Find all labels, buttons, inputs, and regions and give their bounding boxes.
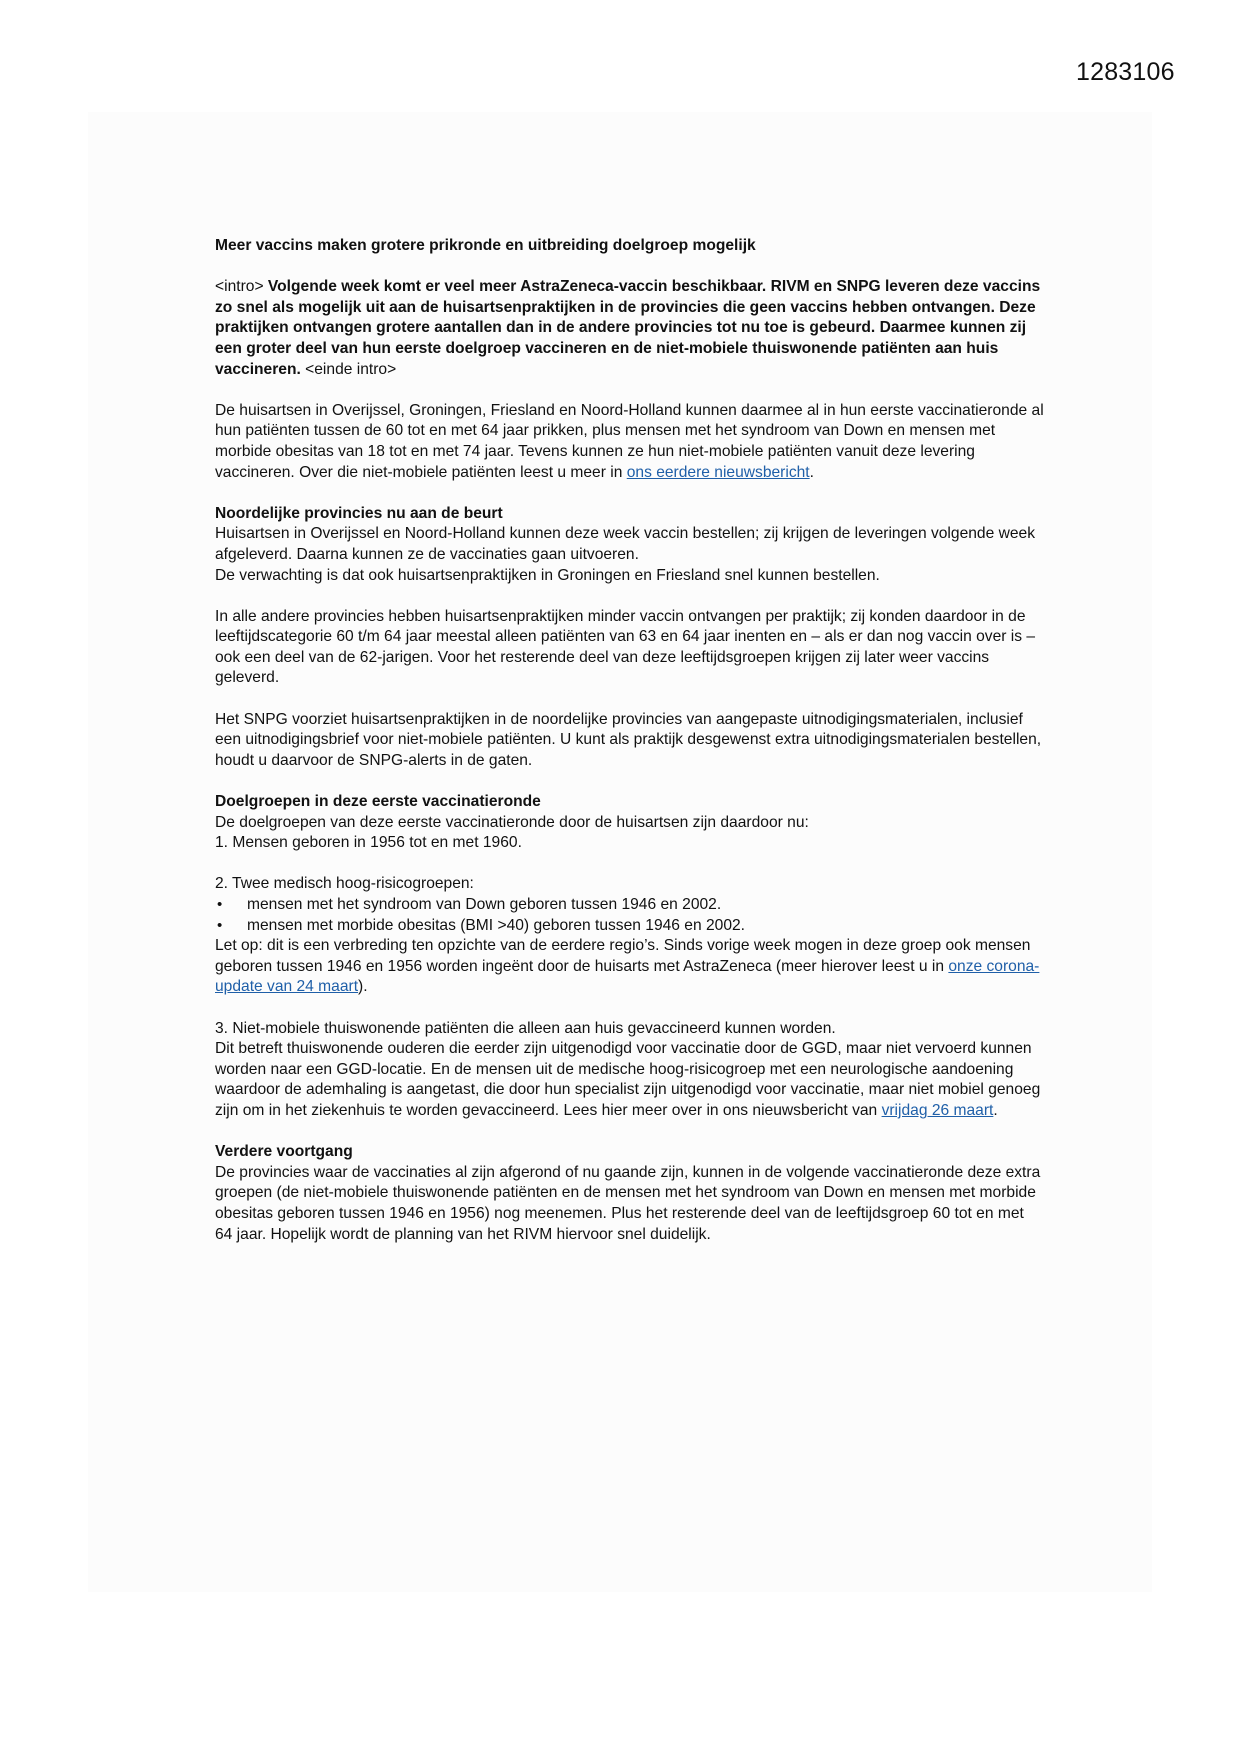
intro-open-tag: <intro> xyxy=(215,278,264,296)
list-item-3: 3. Niet-mobiele thuiswonende patiënten die alleen aan huis gevaccineerd kunnen worden. xyxy=(215,1019,836,1037)
punctuation: . xyxy=(993,1101,998,1119)
link-corona-update-24-maart[interactable]: onze corona-update van 24 maart xyxy=(215,957,1040,996)
list-item-1: 1. Mensen geboren in 1956 tot en met 1960. xyxy=(215,834,522,852)
punctuation: . xyxy=(809,463,814,481)
document-title: Meer vaccins maken grotere prikronde en uitbreiding doelgroep mogelijk xyxy=(215,237,756,254)
punctuation: ). xyxy=(358,978,368,996)
paragraph-andere-provincies: In alle andere provincies hebben huisartsenpraktijken minder vaccin ontvangen per praktijk; zij konden daardoor in de leeftijdscategorie 60 t/m 64 jaar meestal alleen patiënten van 63 en 64 jaar inenten en – als er dan nog vaccin over is – ook een deel van de 62-jarigen. Voor het resterende deel van deze leeftijdsgroepen krijgen zij later weer vaccins geleverd. xyxy=(215,607,1036,687)
paragraph-text: Dit betreft thuiswonende ouderen die eerder zijn uitgenodigd voor vaccinatie door de GGD, maar niet vervoerd kunnen worden naar een GGD-locatie. En de mensen uit de medische hoog-risicogroep met een neurologische aandoening waardoor de ademhaling is aangetast, die door hun specialist zijn uitgenodigd voor vaccinatie, maar niet mobiel genoeg zijn om in het ziekenhuis te worden gevaccineerd. Lees hier meer over in ons nieuwsbericht van xyxy=(215,1040,1041,1119)
bullet-item: • mensen met het syndroom van Down geboren tussen 1946 en 2002. xyxy=(215,895,1045,916)
heading-noordelijke-provincies: Noordelijke provincies nu aan de beurt xyxy=(215,504,503,522)
paragraph-let-op xyxy=(215,936,1045,998)
intro-close-tag: <einde intro> xyxy=(305,360,397,378)
link-eerdere-nieuwsbericht[interactable]: ons eerdere nieuwsbericht xyxy=(626,463,810,481)
paragraph-huisartsen xyxy=(215,401,1045,483)
bullet-list xyxy=(215,895,1045,936)
paragraph-verwachting: De verwachting is dat ook huisartsenpraktijken in Groningen en Friesland snel kunnen bestellen. xyxy=(215,566,880,584)
link-vrijdag-26-maart[interactable]: vrijdag 26 maart xyxy=(881,1101,994,1119)
paragraph-text: Let op: dit is een verbreding ten opzichte van de eerdere regio’s. Sinds vorige week mogen in deze groep ook mensen geboren tussen 1946 en 1956 worden ingeënt door de huisarts met AstraZeneca (meer hierover leest u in xyxy=(215,937,1031,975)
bullet-item: • mensen met morbide obesitas (BMI >40) geboren tussen 1946 en 2002. xyxy=(215,916,1045,937)
intro-paragraph xyxy=(215,277,1045,380)
paragraph-niet-mobiel xyxy=(215,1039,1045,1121)
paragraph-snpg: Het SNPG voorziet huisartsenpraktijken in de noordelijke provincies van aangepaste uitnodigingsmaterialen, inclusief een uitnodigingsbrief voor niet-mobiele patiënten. U kunt als praktijk desgewenst extra uitnodigingsmaterialen bestellen, houdt u daarvoor de SNPG-alerts in de gaten. xyxy=(215,710,1042,769)
intro-text: Volgende week komt er veel meer AstraZeneca-vaccin beschikbaar. RIVM en SNPG leveren deze vaccins zo snel als mogelijk uit aan de huisartsenpraktijken in de provincies die geen vaccins hebben ontvangen. Deze praktijken ontvangen grotere aantallen dan in de andere provincies tot nu toe is gebeurd. Daarmee kunnen zij een groter deel van hun eerste doelgroep vaccineren en de niet-mobiele thuiswonende patiënten aan huis vaccineren. xyxy=(215,278,1041,378)
paragraph-text: De huisartsen in Overijssel, Groningen, Friesland en Noord-Holland kunnen daarmee al in hun eerste vaccinatieronde al hun patiënten tussen de 60 tot en met 64 jaar prikken, plus mensen met het syndroom van Down en mensen met morbide obesitas van 18 tot en met 74 jaar. Tevens kunnen ze hun niet-mobiele patiënten vanuit deze levering vaccineren. Over die niet-mobiele patiënten leest u meer in xyxy=(215,401,1044,481)
paragraph-verdere-voortgang: De provincies waar de vaccinaties al zijn afgerond of nu gaande zijn, kunnen in de volgende vaccinatieronde deze extra groepen (de niet-mobiele thuiswonende patiënten en de mensen met het syndroom van Down en mensen met morbide obesitas geboren tussen 1946 en 1956) nog meenemen. Plus het resterende deel van de leeftijdsgroep 60 tot en met 64 jaar. Hopelijk wordt de planning van het RIVM hiervoor snel duidelijk. xyxy=(215,1163,1041,1243)
heading-doelgroepen: Doelgroepen in deze eerste vaccinatieronde xyxy=(215,793,541,811)
paragraph-doelgroepen-intro: De doelgroepen van deze eerste vaccinatieronde door de huisartsen zijn daardoor nu: xyxy=(215,813,809,831)
document-id: 1283106 xyxy=(1076,58,1175,86)
document-body xyxy=(215,236,1045,1245)
list-item-2: 2. Twee medisch hoog-risicogroepen: xyxy=(215,875,474,893)
heading-verdere-voortgang: Verdere voortgang xyxy=(215,1143,353,1161)
paragraph-bestellen: Huisartsen in Overijssel en Noord-Holland kunnen deze week vaccin bestellen; zij krijgen de leveringen volgende week afgeleverd. Daarna kunnen ze de vaccinaties gaan uitvoeren. xyxy=(215,525,1035,563)
